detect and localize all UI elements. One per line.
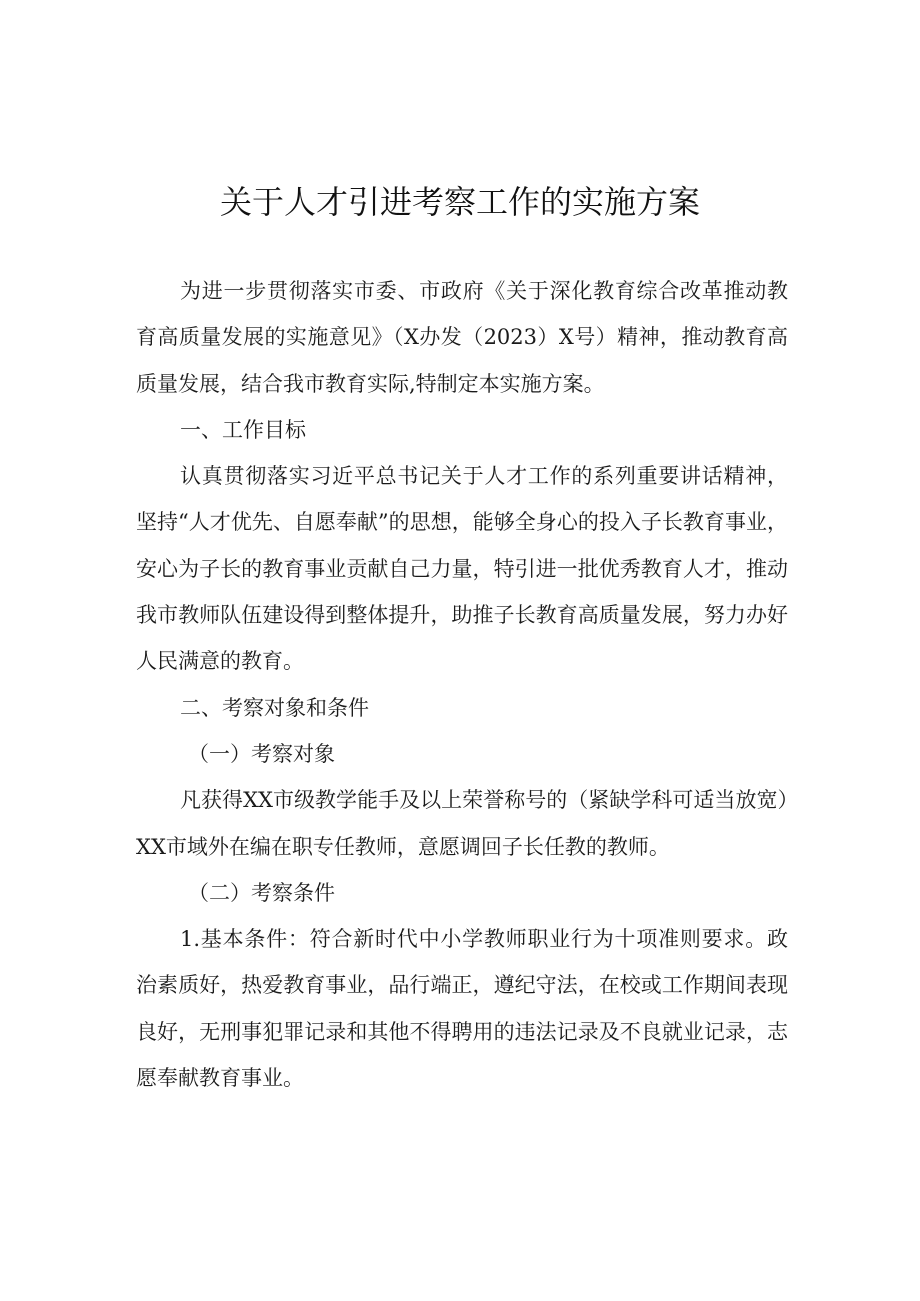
section-heading-goals: 一、工作目标 bbox=[180, 417, 306, 442]
basic-conditions-paragraph: 1.基本条件：符合新时代中小学教师职业行为十项准则要求。政治素质好，热爱教育事业，品行端正，遵纪守法，在校或工作期间表现良好，无刑事犯罪记录和其他不得聘用的违法记录及不良就业记录，志愿奉献教育事业。 bbox=[136, 927, 788, 1091]
section-heading-targets-conditions: 二、考察对象和条件 bbox=[180, 695, 369, 720]
targets-paragraph: 凡获得XX市级教学能手及以上荣誉称号的（紧缺学科可适当放宽）XX市域外在编在职专任教师，意愿调回子长任教的教师。 bbox=[136, 788, 788, 859]
document-title: 关于人才引进考察工作的实施方案 bbox=[219, 183, 700, 221]
subsection-heading-conditions: （二）考察条件 bbox=[188, 880, 335, 905]
subsection-heading-targets: （一）考察对象 bbox=[188, 741, 335, 766]
goals-paragraph: 认真贯彻落实习近平总书记关于人才工作的系列重要讲话精神，坚持“人才优先、自愿奉献”的思想，能够全身心的投入子长教育事业，安心为子长的教育事业贡献自己力量，特引进一批优秀教育人才，推动我市教师队伍建设得到整体提升，助推子长教育高质量发展，努力办好人民满意的教育。 bbox=[136, 464, 788, 674]
document-body bbox=[136, 268, 788, 1101]
intro-paragraph: 为进一步贯彻落实市委、市政府《关于深化教育综合改革推动教育高质量发展的实施意见》（X办发（2023）X号）精神，推动教育高质量发展，结合我市教育实际,特制定本实施方案。 bbox=[136, 279, 788, 396]
